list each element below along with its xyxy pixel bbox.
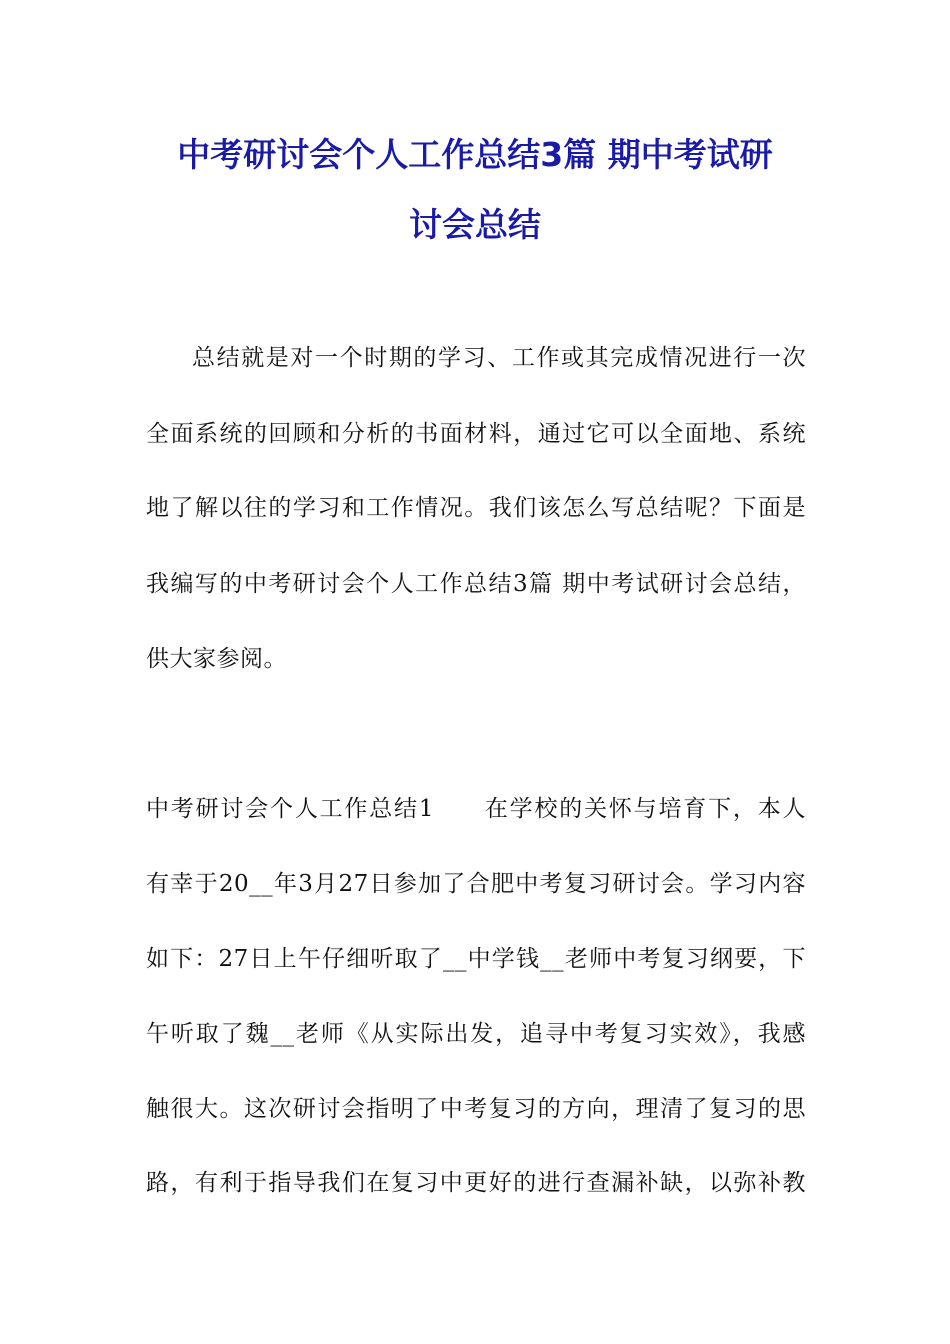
section-1-line-5: 触很大。这次研讨会指明了中考复习的方向，理清了复习的思: [146, 1096, 806, 1122]
document-title-line-1: 中考研讨会个人工作总结3篇 期中考试研: [177, 135, 773, 174]
intro-line-2: 全面系统的回顾和分析的书面材料，通过它可以全面地、系统: [146, 421, 806, 447]
intro-line-4: 我编写的中考研讨会个人工作总结3篇 期中考试研讨会总结，: [146, 571, 806, 597]
section-1-line-1: 中考研讨会个人工作总结1 在学校的关怀与培育下，本人: [146, 796, 806, 822]
intro-line-3: 地了解以往的学习和工作情况。我们该怎么写总结呢？下面是: [146, 495, 806, 521]
intro-line-5: 供大家参阅。: [146, 646, 287, 672]
section-1-line-2: 有幸于20__年3月27日参加了合肥中考复习研讨会。学习内容: [146, 871, 806, 897]
section-1-line-6: 路，有利于指导我们在复习中更好的进行查漏补缺，以弥补教: [146, 1170, 806, 1196]
section-1-line-4: 午听取了魏__老师《从实际出发，追寻中考复习实效》，我感: [146, 1021, 806, 1047]
document-title-line-2: 讨会总结: [409, 205, 541, 244]
intro-line-1: 总结就是对一个时期的学习、工作或其完成情况进行一次: [192, 345, 806, 371]
section-1-line-3: 如下：27日上午仔细听取了__中学钱__老师中考复习纲要，下: [146, 946, 806, 972]
